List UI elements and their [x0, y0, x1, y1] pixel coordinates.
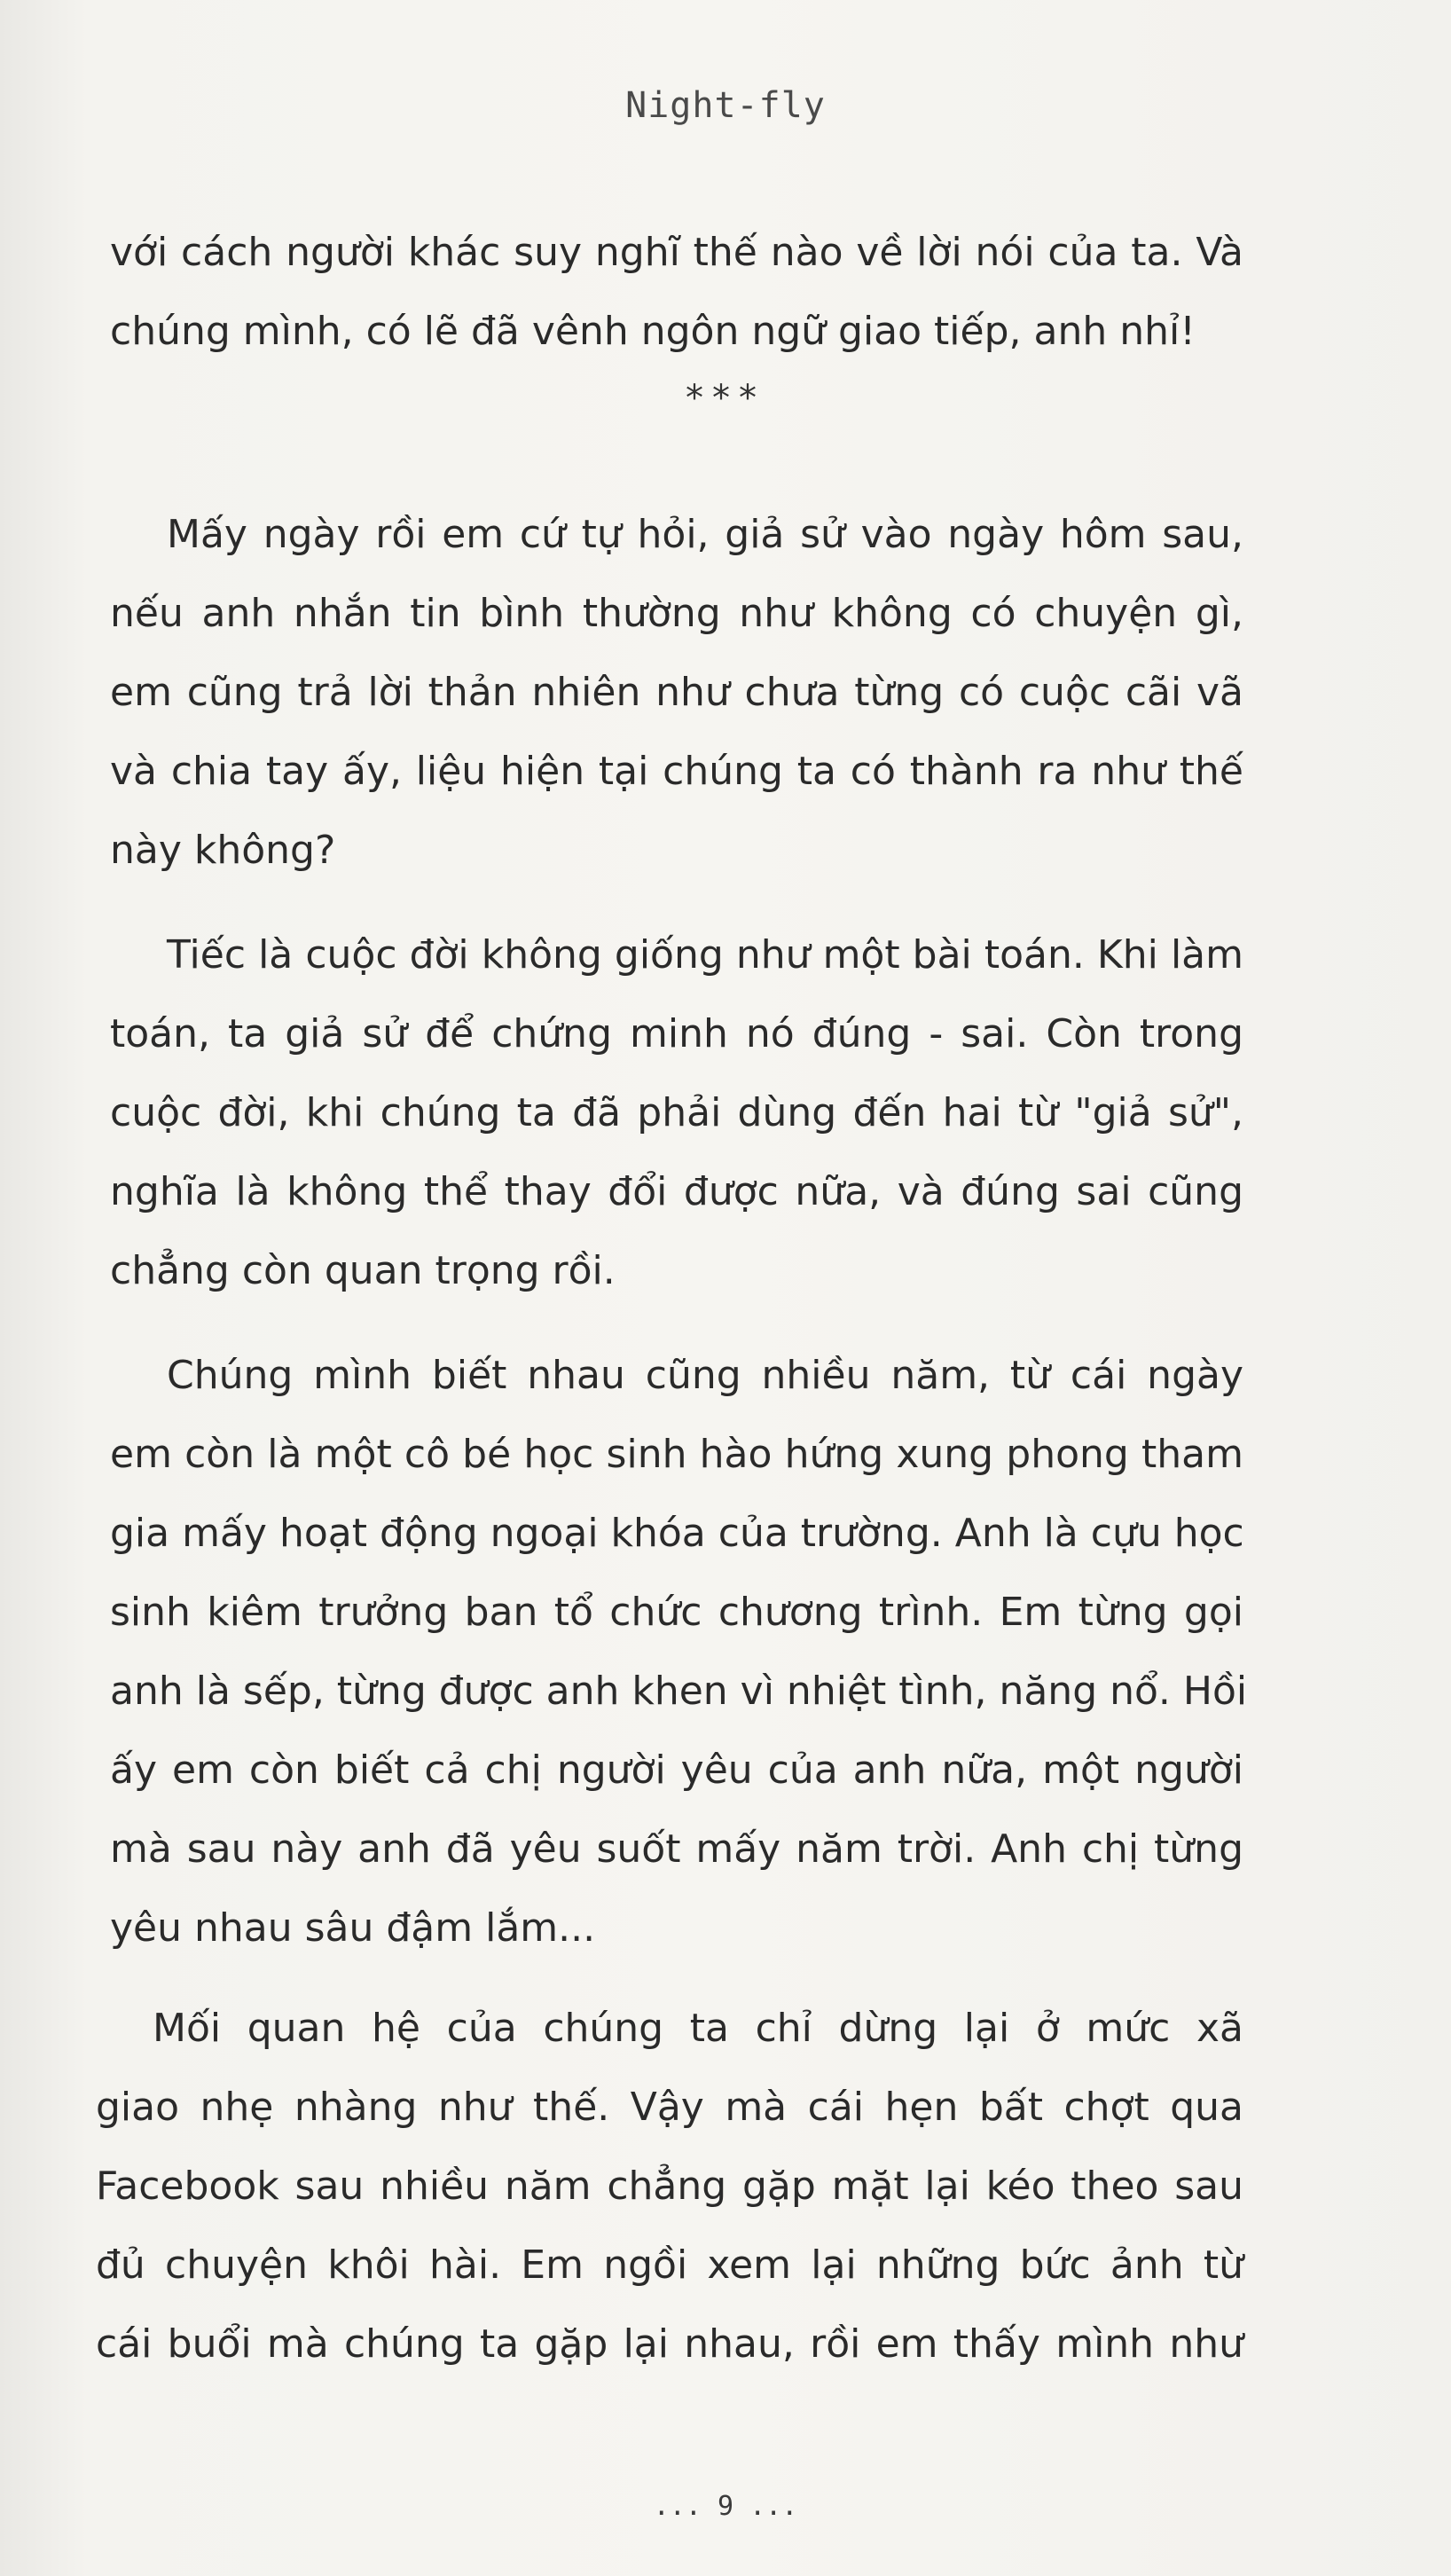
text-line: anh là sếp, từng được anh khen vì nhiệt tình, năng nổ. Hồi [110, 1669, 1248, 1714]
text-line: đủ chuyện khôi hài. Em ngồi xem lại những bức ảnh từ [96, 2242, 1243, 2288]
text-line: ấy em còn biết cả chị người yêu của anh nữa, một người [110, 1747, 1243, 1793]
text-line: giao nhẹ nhàng như thế. Vậy mà cái hẹn bất chợt qua [96, 2085, 1243, 2130]
text-line: toán, ta giả sử để chứng minh nó đúng - sai. Còn trong [110, 1011, 1243, 1056]
paragraph-4 [96, 1989, 1243, 2384]
text-line: Chúng mình biết nhau cũng nhiều năm, từ cái ngày [167, 1353, 1243, 1398]
text-line: yêu nhau sâu đậm lắm... [110, 1905, 596, 1951]
text-line: và chia tay ấy, liệu hiện tại chúng ta có thành ra như thế [110, 749, 1243, 794]
text-line: em còn là một cô bé học sinh hào hứng xung phong tham [110, 1432, 1243, 1477]
text-line: nếu anh nhắn tin bình thường như không có chuyện gì, [110, 591, 1243, 636]
text-line: với cách người khác suy nghĩ thế nào về lời nói của ta. Và [110, 230, 1243, 275]
text-line: mà sau này anh đã yêu suốt mấy năm trời. Anh chị từng [110, 1826, 1243, 1872]
text-line: này không? [110, 828, 336, 873]
text-line: gia mấy hoạt động ngoại khóa của trường. Anh là cựu học [110, 1511, 1244, 1556]
text-line: em cũng trả lời thản nhiên như chưa từng có cuộc cãi vã [110, 670, 1243, 715]
text-line: chẳng còn quan trọng rồi. [110, 1248, 616, 1293]
paragraph-3 [110, 1336, 1248, 1967]
intro-text [110, 213, 1243, 371]
text-line: chúng mình, có lẽ đã vênh ngôn ngữ giao tiếp, anh nhỉ! [110, 309, 1196, 354]
text-line: nghĩa là không thể thay đổi được nữa, và đúng sai cũng [110, 1169, 1243, 1214]
section-separator: *** [686, 378, 765, 419]
text-line: cái buổi mà chúng ta gặp lại nhau, rồi em thấy mình như [96, 2321, 1243, 2367]
text-line: Mối quan hệ của chúng ta chỉ dừng lại ở mức xã [153, 2006, 1243, 2051]
paragraph-1 [110, 495, 1243, 890]
text-line: Mấy ngày rồi em cứ tự hỏi, giả sử vào ngày hôm sau, [167, 512, 1243, 557]
text-line: sinh kiêm trưởng ban tổ chức chương trình. Em từng gọi [110, 1590, 1243, 1635]
paragraph-2 [110, 915, 1243, 1310]
text-line: Tiếc là cuộc đời không giống như một bài toán. Khi làm [167, 932, 1243, 978]
text-line: Facebook sau nhiều năm chẳng gặp mặt lại kéo theo sau [96, 2164, 1243, 2209]
running-title: Night-fly [625, 85, 826, 126]
text-line: cuộc đời, khi chúng ta đã phải dùng đến hai từ "giả sử", [110, 1090, 1243, 1135]
page-number: ... 9 ... [653, 2491, 798, 2522]
